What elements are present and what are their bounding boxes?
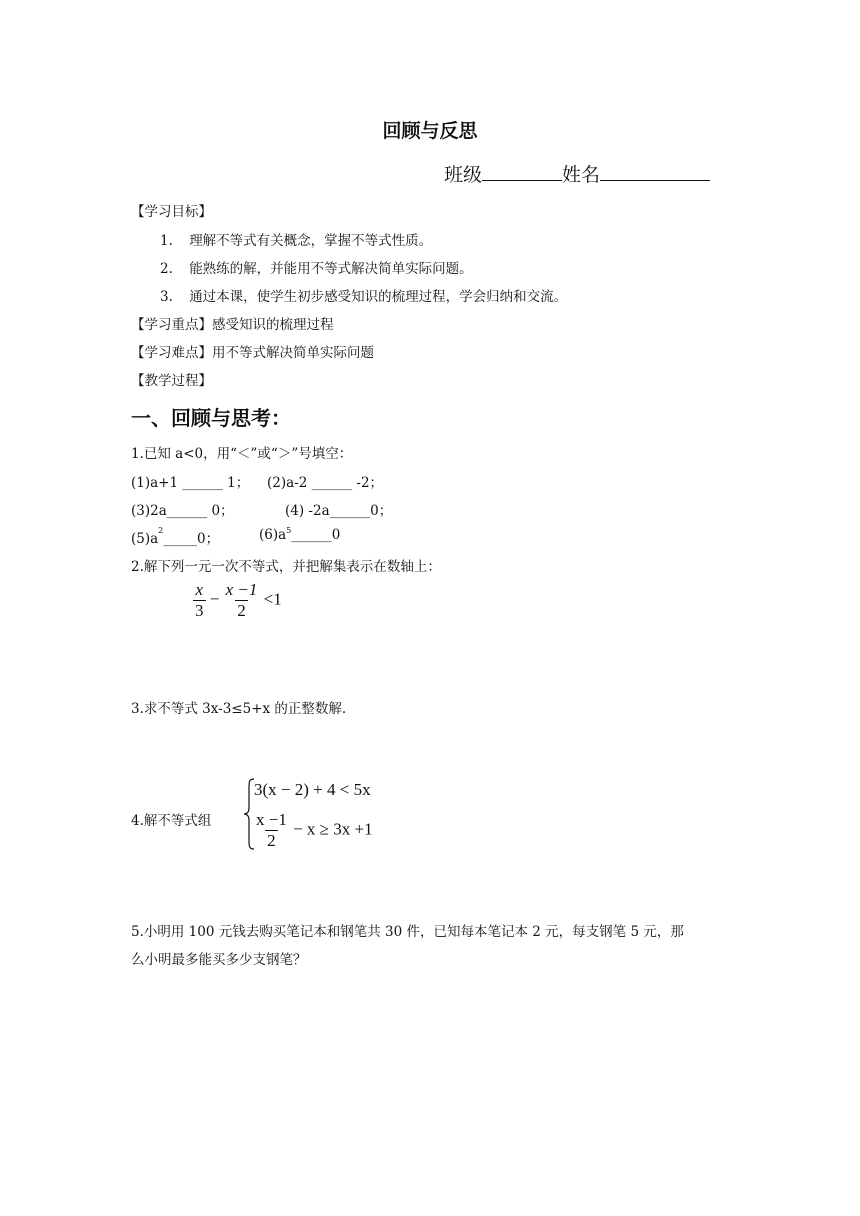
class-label: 班级 [444, 164, 483, 186]
process-label: 【教学过程】 [131, 373, 212, 389]
focus-line [131, 313, 334, 333]
q1-part-2: (2)a-2 ______ -2； [267, 475, 384, 491]
page-title: 回顾与反思 [382, 120, 478, 142]
goal-text: 能熟练的解，并能用不等式解决简单实际问题。 [189, 261, 473, 277]
q1-part-5 [131, 527, 219, 547]
section-heading: 一、回顾与思考： [131, 406, 291, 430]
q3-stem: 3.求不等式 3x-3≤5+x 的正整数解. [131, 701, 347, 717]
q1-part-3: (3)2a______ 0； [131, 503, 234, 519]
goal-item [160, 229, 432, 249]
q1-part-4: (4) -2a______0； [285, 503, 393, 519]
q4-line-2-rest: − x ≥ 3x +1 [293, 819, 373, 839]
goal-item [160, 285, 567, 305]
goal-text: 通过本课，使学生初步感受知识的梳理过程，学会归纳和交流。 [189, 289, 568, 305]
goal-item [160, 257, 473, 277]
q4-label: 4.解不等式组 [131, 813, 212, 829]
q1-part-6-base: (6)a [259, 527, 287, 543]
q4-line-1: 3(x − 2) + 4 < 5x [254, 780, 371, 799]
difficulty-label: 【学习难点】 [131, 345, 212, 361]
q2-fraction-1: $\frac{x}{3}$ [195, 580, 204, 620]
q1-part-5-base: (5)a [131, 531, 159, 547]
name-label: 姓名 [562, 164, 601, 186]
q4-line-2 [254, 810, 373, 851]
q2-rhs: <1 [263, 589, 282, 609]
goal-num: 2. [160, 261, 173, 277]
q1-part-6-exp: 5 [286, 526, 292, 535]
q4-fraction: $\frac{x -1}{2}$ [256, 810, 287, 850]
goal-num: 1. [160, 233, 173, 249]
focus-label: 【学习重点】 [131, 317, 212, 333]
goal-num: 3. [160, 289, 173, 305]
class-name-line [444, 160, 710, 187]
q1-stem: 1.已知 a<0，用“＜”或“＞”号填空： [131, 446, 353, 462]
difficulty-text: 用不等式解决简单实际问题 [212, 345, 374, 361]
q2-minus: − [209, 589, 220, 609]
q1-part-6 [259, 527, 340, 543]
q1-part-5-exp: 2 [158, 526, 164, 535]
goal-text: 理解不等式有关概念，掌握不等式性质。 [189, 233, 433, 249]
q2-stem: 2.解下列一元一次不等式，并把解集表示在数轴上： [131, 559, 441, 575]
focus-text: 感受知识的梳理过程 [212, 317, 334, 333]
q1-part-5-blank: _____0； [163, 531, 220, 547]
q1-part-6-blank: ______0 [291, 527, 341, 543]
difficulty-line [131, 341, 374, 361]
class-blank [482, 162, 562, 181]
q2-inequality [193, 580, 282, 621]
name-blank [600, 162, 710, 181]
q1-part-1: (1)a+1 ______ 1； [131, 475, 250, 491]
q5-line-1: 5.小明用 100 元钱去购买笔记本和钢笔共 30 件，已知每本笔记本 2 元，每支钢笔 5 元，那 [131, 924, 684, 940]
q5-line-2: 么小明最多能买多少支钢笔？ [131, 952, 307, 968]
q2-fraction-2: $\frac{x -1}{2}$ [225, 580, 258, 620]
goals-header: 【学习目标】 [131, 204, 212, 220]
